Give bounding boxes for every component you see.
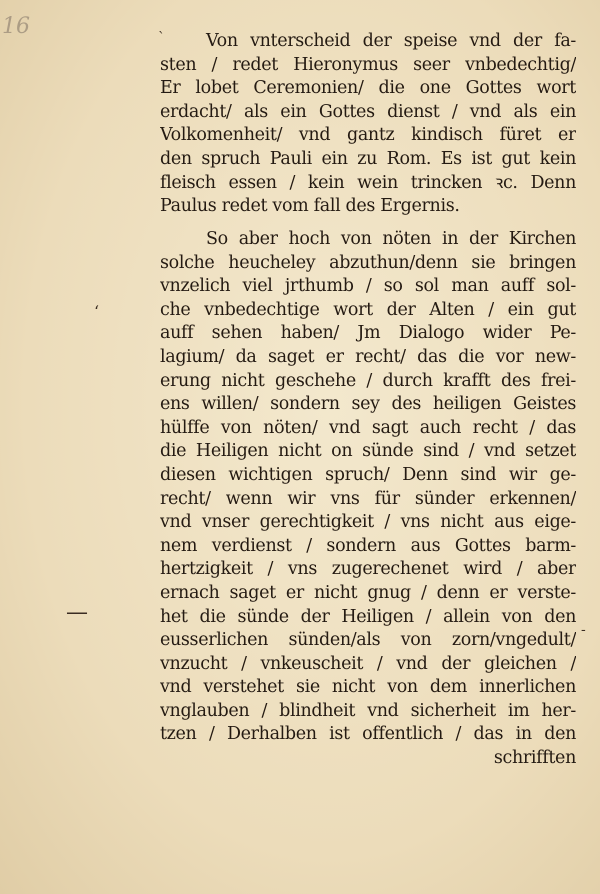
text-line: fleisch essen / kein wein trincken ꝛc. Denn (160, 172, 576, 193)
text-line: het die sünde der Heiligen / allein von den (160, 606, 576, 627)
text-line: den spruch Pauli ein zu Rom. Es ist gut kein (160, 148, 576, 169)
text-line: diesen wichtigen spruch/ Denn sind wir ge- (160, 464, 576, 485)
text-line: solche heucheley abzuthun/denn sie bringen (160, 252, 576, 273)
text-line: vnzucht / vnkeuscheit / vnd der gleichen / (160, 653, 576, 674)
text-line: hertzigkeit / vns zugerechenet wird / aber (160, 559, 576, 580)
text-line: nem verdienst / sondern aus Gottes barm- (160, 535, 576, 556)
text-line: die Heiligen nicht on sünde sind / vnd setzet (160, 441, 576, 462)
text-line: eusserlichen sünden/als von zorn/vngedult/ (160, 630, 576, 651)
text-line: So aber hoch von nöten in der Kirchen (206, 229, 576, 249)
text-line: lagium/ da saget er recht/ das die vor new- (160, 346, 576, 367)
margin-dot-mark: ‘ (94, 302, 100, 321)
text-line: sten / redet Hieronymus seer vnbedechtig/ (160, 54, 576, 75)
text-line: che vnbedechtige wort der Alten / ein gut (160, 299, 576, 320)
text-line: auff sehen haben/ Jm Dialogo wider Pe- (160, 323, 576, 344)
page-number: 16 (2, 14, 30, 39)
paragraph-2 (160, 228, 576, 771)
text-line: vnzelich viel jrthumb / so sol man auff sol- (160, 276, 576, 297)
text-line: Er lobet Ceremonien/ die one Gottes wort (160, 78, 576, 99)
margin-dash-mark: — (66, 600, 88, 625)
text-line: erung nicht geschehe / durch krafft des frei- (160, 370, 576, 391)
text-line: vnd vnser gerechtigkeit / vns nicht aus eige- (160, 512, 576, 533)
text-line: Volkomenheit/ vnd gantz kindisch füret er (160, 125, 576, 146)
text-line: ernach saget er nicht gnug / denn er verste- (160, 582, 576, 603)
margin-right-dash-mark: - (581, 622, 586, 638)
text-line: erdacht/ als ein Gottes dienst / vnd als ein (160, 101, 576, 122)
text-line: hülffe von nöten/ vnd sagt auch recht / das (160, 417, 576, 438)
text-line: ens willen/ sondern sey des heiligen Geistes (160, 394, 576, 415)
text-line: vnd verstehet sie nicht von dem innerlichen (160, 677, 576, 698)
text-line: tzen / Derhalben ist offentlich / das in den (160, 724, 576, 745)
text-line: recht/ wenn wir vns für sünder erkennen/ (160, 488, 576, 509)
margin-tick-mark: ˋ (158, 30, 165, 46)
text-line: Von vnterscheid der speise vnd der fa- (206, 31, 576, 51)
catchword: schrifften (493, 748, 576, 769)
text-line: vnglauben / blindheit vnd sicherheit im her- (160, 700, 576, 721)
paragraph-1 (160, 30, 576, 219)
text-line: Paulus redet vom fall des Ergernis. (160, 196, 460, 217)
